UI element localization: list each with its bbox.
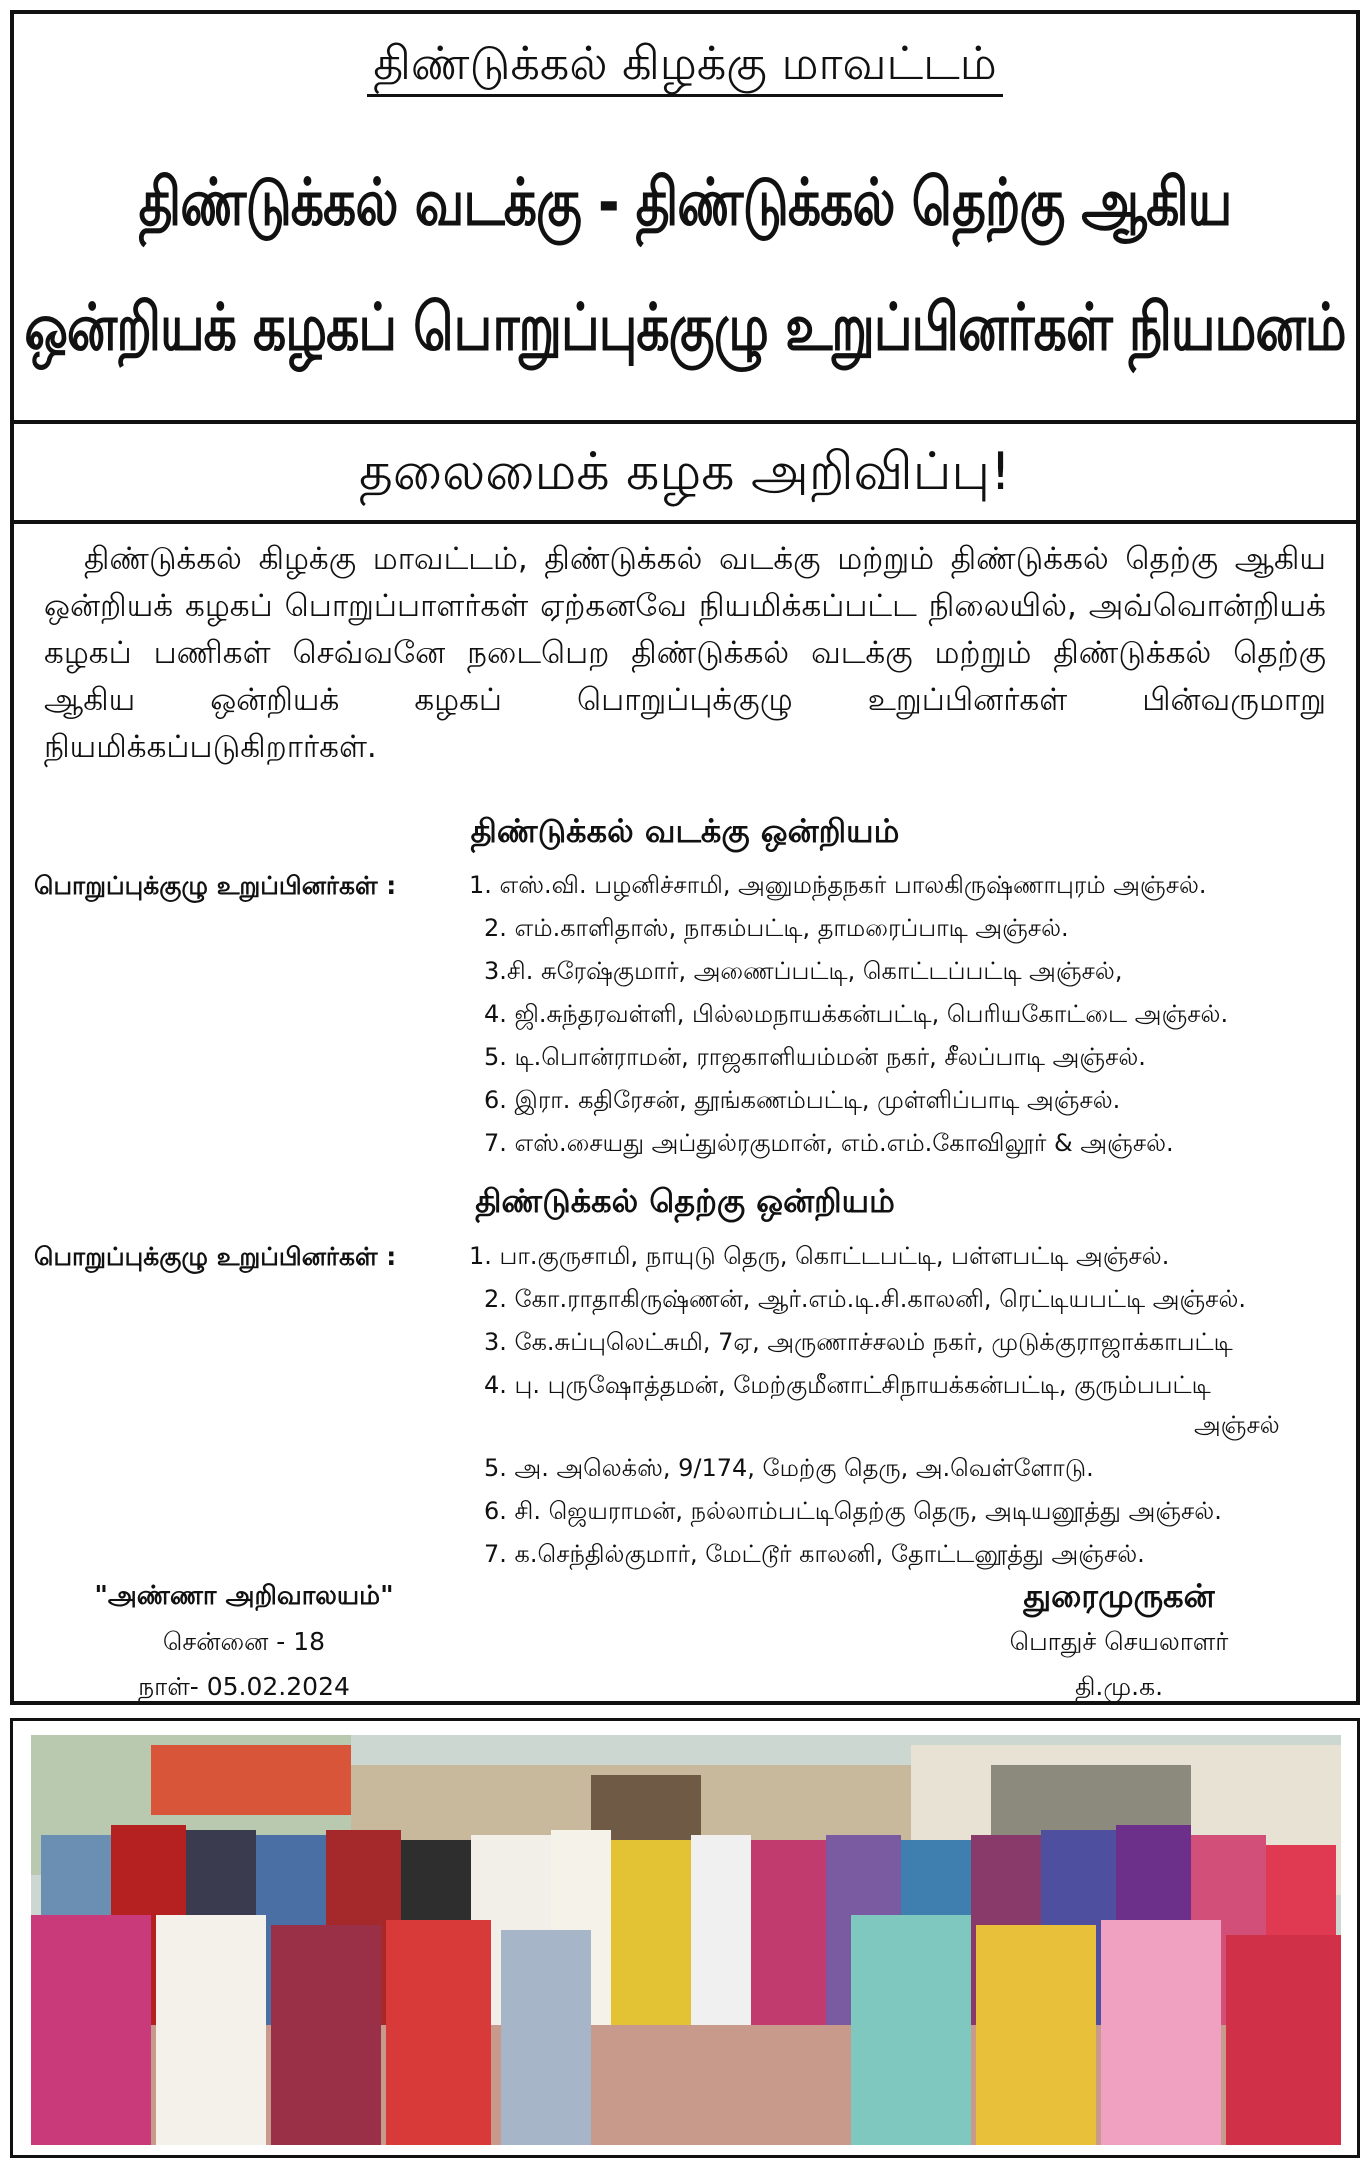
office-city: சென்னை - 18 (162, 1627, 326, 1656)
north-member: 5. டி.பொன்ராமன், ராஜகாளியம்மன் நகர், சீலப்பாடி அஞ்சல். (484, 1043, 1146, 1071)
north-member: 3.சி. சுரேஷ்குமார், அணைப்பட்டி, கொட்டப்பட்டி அஞ்சல், (484, 957, 1123, 985)
office-name: "அண்ணா அறிவாலயம்" (94, 1581, 394, 1611)
north-member: 1. எஸ்.வி. பழனிச்சாமி, அனுமந்தநகர் பாலகிருஷ்ணாபுரம் அஞ்சல். (469, 871, 1207, 899)
header-block (14, 14, 1356, 424)
south-member: 6. சி. ஜெயராமன், நல்லாம்பட்டிதெற்கு தெரு, அடியனூத்து அஞ்சல். (484, 1497, 1222, 1525)
signatory-designation: பொதுச் செயலாளர் (1009, 1627, 1229, 1656)
south-role-label: பொறுப்புக்குழு உறுப்பினர்கள் : (34, 1242, 397, 1271)
district-heading: திண்டுக்கல் கிழக்கு மாவட்டம் (14, 36, 1356, 97)
party-name: தி.மு.க. (1074, 1672, 1164, 1701)
title-line-2: ஒன்றியக் கழகப் பொறுப்புக்குழு உறுப்பினர்கள் நியமனம் (24, 290, 1346, 366)
south-section-heading: திண்டுக்கல் தெற்கு ஒன்றியம் (475, 1182, 895, 1220)
north-section-heading: திண்டுக்கல் வடக்கு ஒன்றியம் (470, 812, 900, 850)
south-member-continuation: அஞ்சல் (1194, 1411, 1280, 1439)
south-member: 5. அ. அலெக்ஸ், 9/174, மேற்கு தெரு, அ.வெள்ளோடு. (484, 1454, 1094, 1482)
title-line-1: திண்டுக்கல் வடக்கு - திண்டுக்கல் தெற்கு ஆகிய (138, 165, 1232, 241)
north-member: 7. எஸ்.சையது அப்துல்ரகுமான், எம்.எம்.கோவிலூர் & அஞ்சல். (484, 1129, 1174, 1157)
intro-paragraph: திண்டுக்கல் கிழக்கு மாவட்டம், திண்டுக்கல் வடக்கு மற்றும் திண்டுக்கல் தெற்கு ஆகிய ஒன்றியக் கழகப் பொறுப்பாளர்கள் ஏற்கனவே நியமிக்கப்பட்ட நிலையில், அவ்வொன்றியக் கழகப் பணிகள் செவ்வனே நடைபெற திண்டுக்கல் வடக்கு மற்றும் திண்டுக்கல் தெற்கு ஆகிய ஒன்றியக் கழகப் பொறுப்புக்குழு உறுப்பினர்கள் பின்வருமாறு நியமிக்கப்படுகிறார்கள். (44, 541, 1326, 765)
signatory-name: துரைமுருகன் (1023, 1577, 1215, 1615)
issuing-office (44, 1574, 444, 1709)
south-member: 3. கே.சுப்புலெட்சுமி, 7ஏ, அருணாச்சலம் நகர், முடுக்குராஜாக்காபட்டி (484, 1328, 1233, 1356)
south-member: 7. க.செந்தில்குமார், மேட்டூர் காலனி, தோட்டனூத்து அஞ்சல். (484, 1540, 1145, 1568)
north-role-label: பொறுப்புக்குழு உறுப்பினர்கள் : (34, 871, 397, 900)
signatory (934, 1574, 1304, 1709)
notice-frame (10, 10, 1360, 1705)
notice-heading: தலைமைக் கழக அறிவிப்பு! (14, 424, 1356, 524)
south-member: 4. பு. புருஷோத்தமன், மேற்குமீனாட்சிநாயக்கன்பட்டி, குரும்பபட்டி (484, 1371, 1211, 1399)
photo-frame (10, 1718, 1360, 2158)
group-photo (31, 1735, 1341, 2145)
south-member: 1. பா.குருசாமி, நாயுடு தெரு, கொட்டபட்டி, பள்ளபட்டி அஞ்சல். (469, 1242, 1170, 1270)
north-member: 6. இரா. கதிரேசன், தூங்கணம்பட்டி, முள்ளிப்பாடி அஞ்சல். (484, 1086, 1121, 1114)
north-member: 2. எம்.காளிதாஸ், நாகம்பட்டி, தாமரைப்பாடி அஞ்சல். (484, 914, 1069, 942)
north-member: 4. ஜி.சுந்தரவள்ளி, பில்லமநாயக்கன்பட்டி, பெரியகோட்டை அஞ்சல். (484, 1000, 1229, 1028)
notice-date: நாள்- 05.02.2024 (138, 1672, 350, 1701)
south-member: 2. கோ.ராதாகிருஷ்ணன், ஆர்.எம்.டி.சி.காலனி, ரெட்டியபட்டி அஞ்சல். (484, 1285, 1246, 1313)
